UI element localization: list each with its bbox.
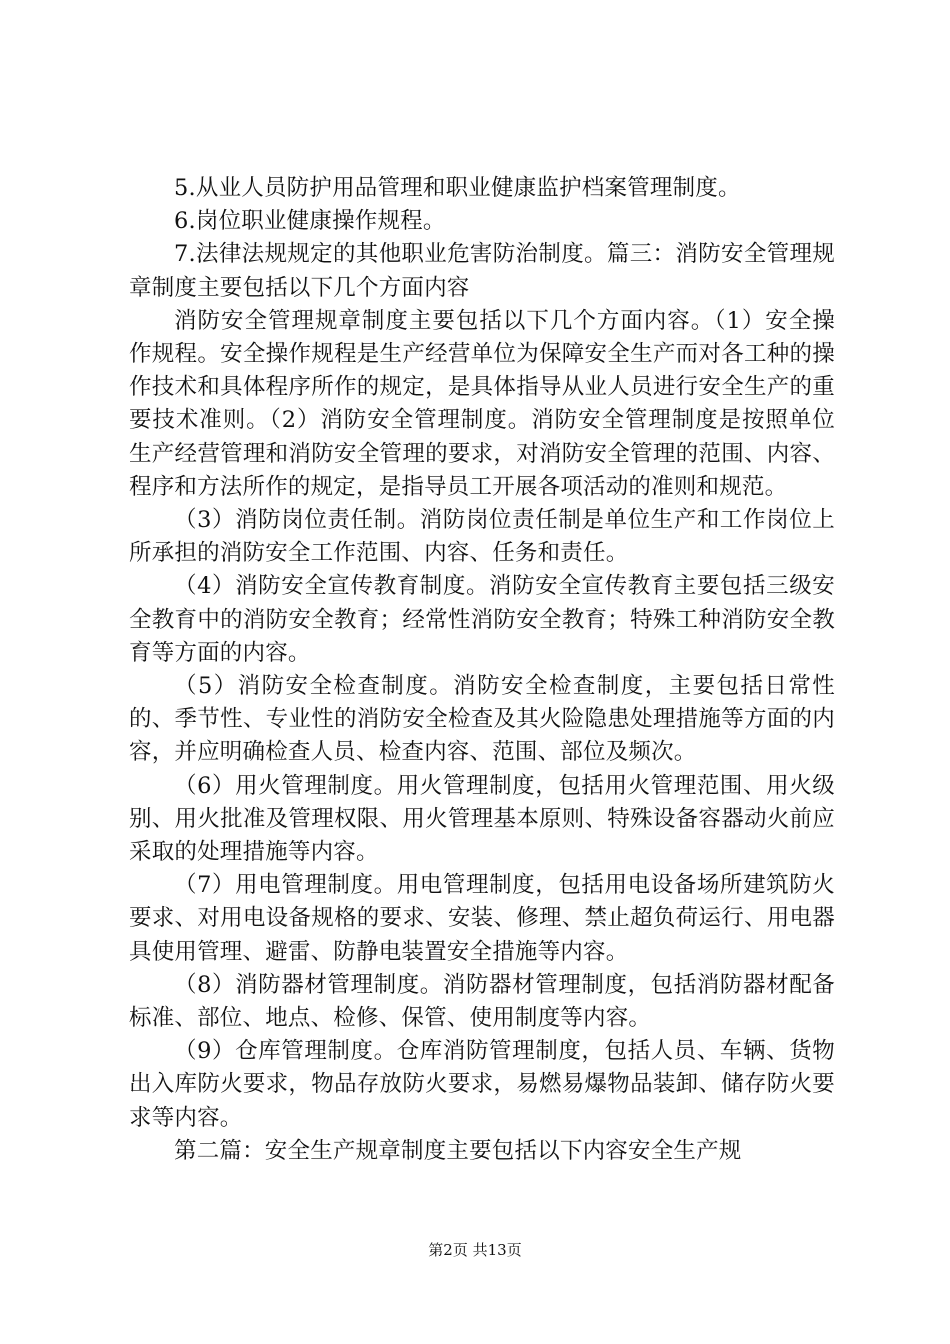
paragraph-5: （5）消防安全检查制度。消防安全检查制度，主要包括日常性的、季节性、专业性的消防安全检查及其火险隐患处理措施等方面的内容，并应明确检查人员、检查内容、范围、部位及频次。 [129, 673, 835, 766]
paragraph-7: （7）用电管理制度。用电管理制度，包括用电设备场所建筑防火要求、对用电设备规格的要求、安装、修理、禁止超负荷运行、用电器具使用管理、避雷、防静电装置安全措施等内容。 [129, 872, 835, 965]
paragraph-section-2: 第二篇：安全生产规章制度主要包括以下内容安全生产规 [174, 1137, 742, 1164]
paragraph-9: （9）仓库管理制度。仓库消防管理制度，包括人员、车辆、货物出入库防火要求，物品存放防火要求，易燃易爆物品装卸、储存防火要求等内容。 [129, 1038, 835, 1131]
paragraph-4: （4）消防安全宣传教育制度。消防安全宣传教育主要包括三级安全教育中的消防安全教育；经常性消防安全教育；特殊工种消防安全教育等方面的内容。 [129, 573, 835, 666]
paragraph-intro: 消防安全管理规章制度主要包括以下几个方面内容。（1）安全操作规程。安全操作规程是生产经营单位为保障安全生产而对各工种的操作技术和具体程序所作的规定，是具体指导从业人员进行安全生产的重要技术准则。（2）消防安全管理制度。消防安全管理制度是按照单位生产经营管理和消防安全管理的要求，对消防安全管理的范围、内容、程序和方法所作的规定，是指导员工开展各项活动的准则和规范。 [129, 307, 835, 500]
document-body [129, 172, 835, 1168]
paragraph-item-5: 5.从业人员防护用品管理和职业健康监护档案管理制度。 [174, 175, 741, 201]
paragraph-8: （8）消防器材管理制度。消防器材管理制度，包括消防器材配备标准、部位、地点、检修、保管、使用制度等内容。 [129, 971, 835, 1032]
page-number: 第2页 共13页 [428, 1241, 522, 1259]
paragraph-item-6: 6.岗位职业健康操作规程。 [174, 208, 446, 235]
paragraph-6: （6）用火管理制度。用火管理制度，包括用火管理范围、用火级别、用火批准及管理权限、用火管理基本原则、特殊设备容器动火前应采取的处理措施等内容。 [129, 772, 835, 866]
paragraph-3: （3）消防岗位责任制。消防岗位责任制是单位生产和工作岗位上所承担的消防安全工作范围、内容、任务和责任。 [129, 507, 835, 567]
paragraph-item-7: 7.法律法规规定的其他职业危害防治制度。篇三：消防安全管理规章制度主要包括以下几个方面内容 [129, 241, 835, 301]
